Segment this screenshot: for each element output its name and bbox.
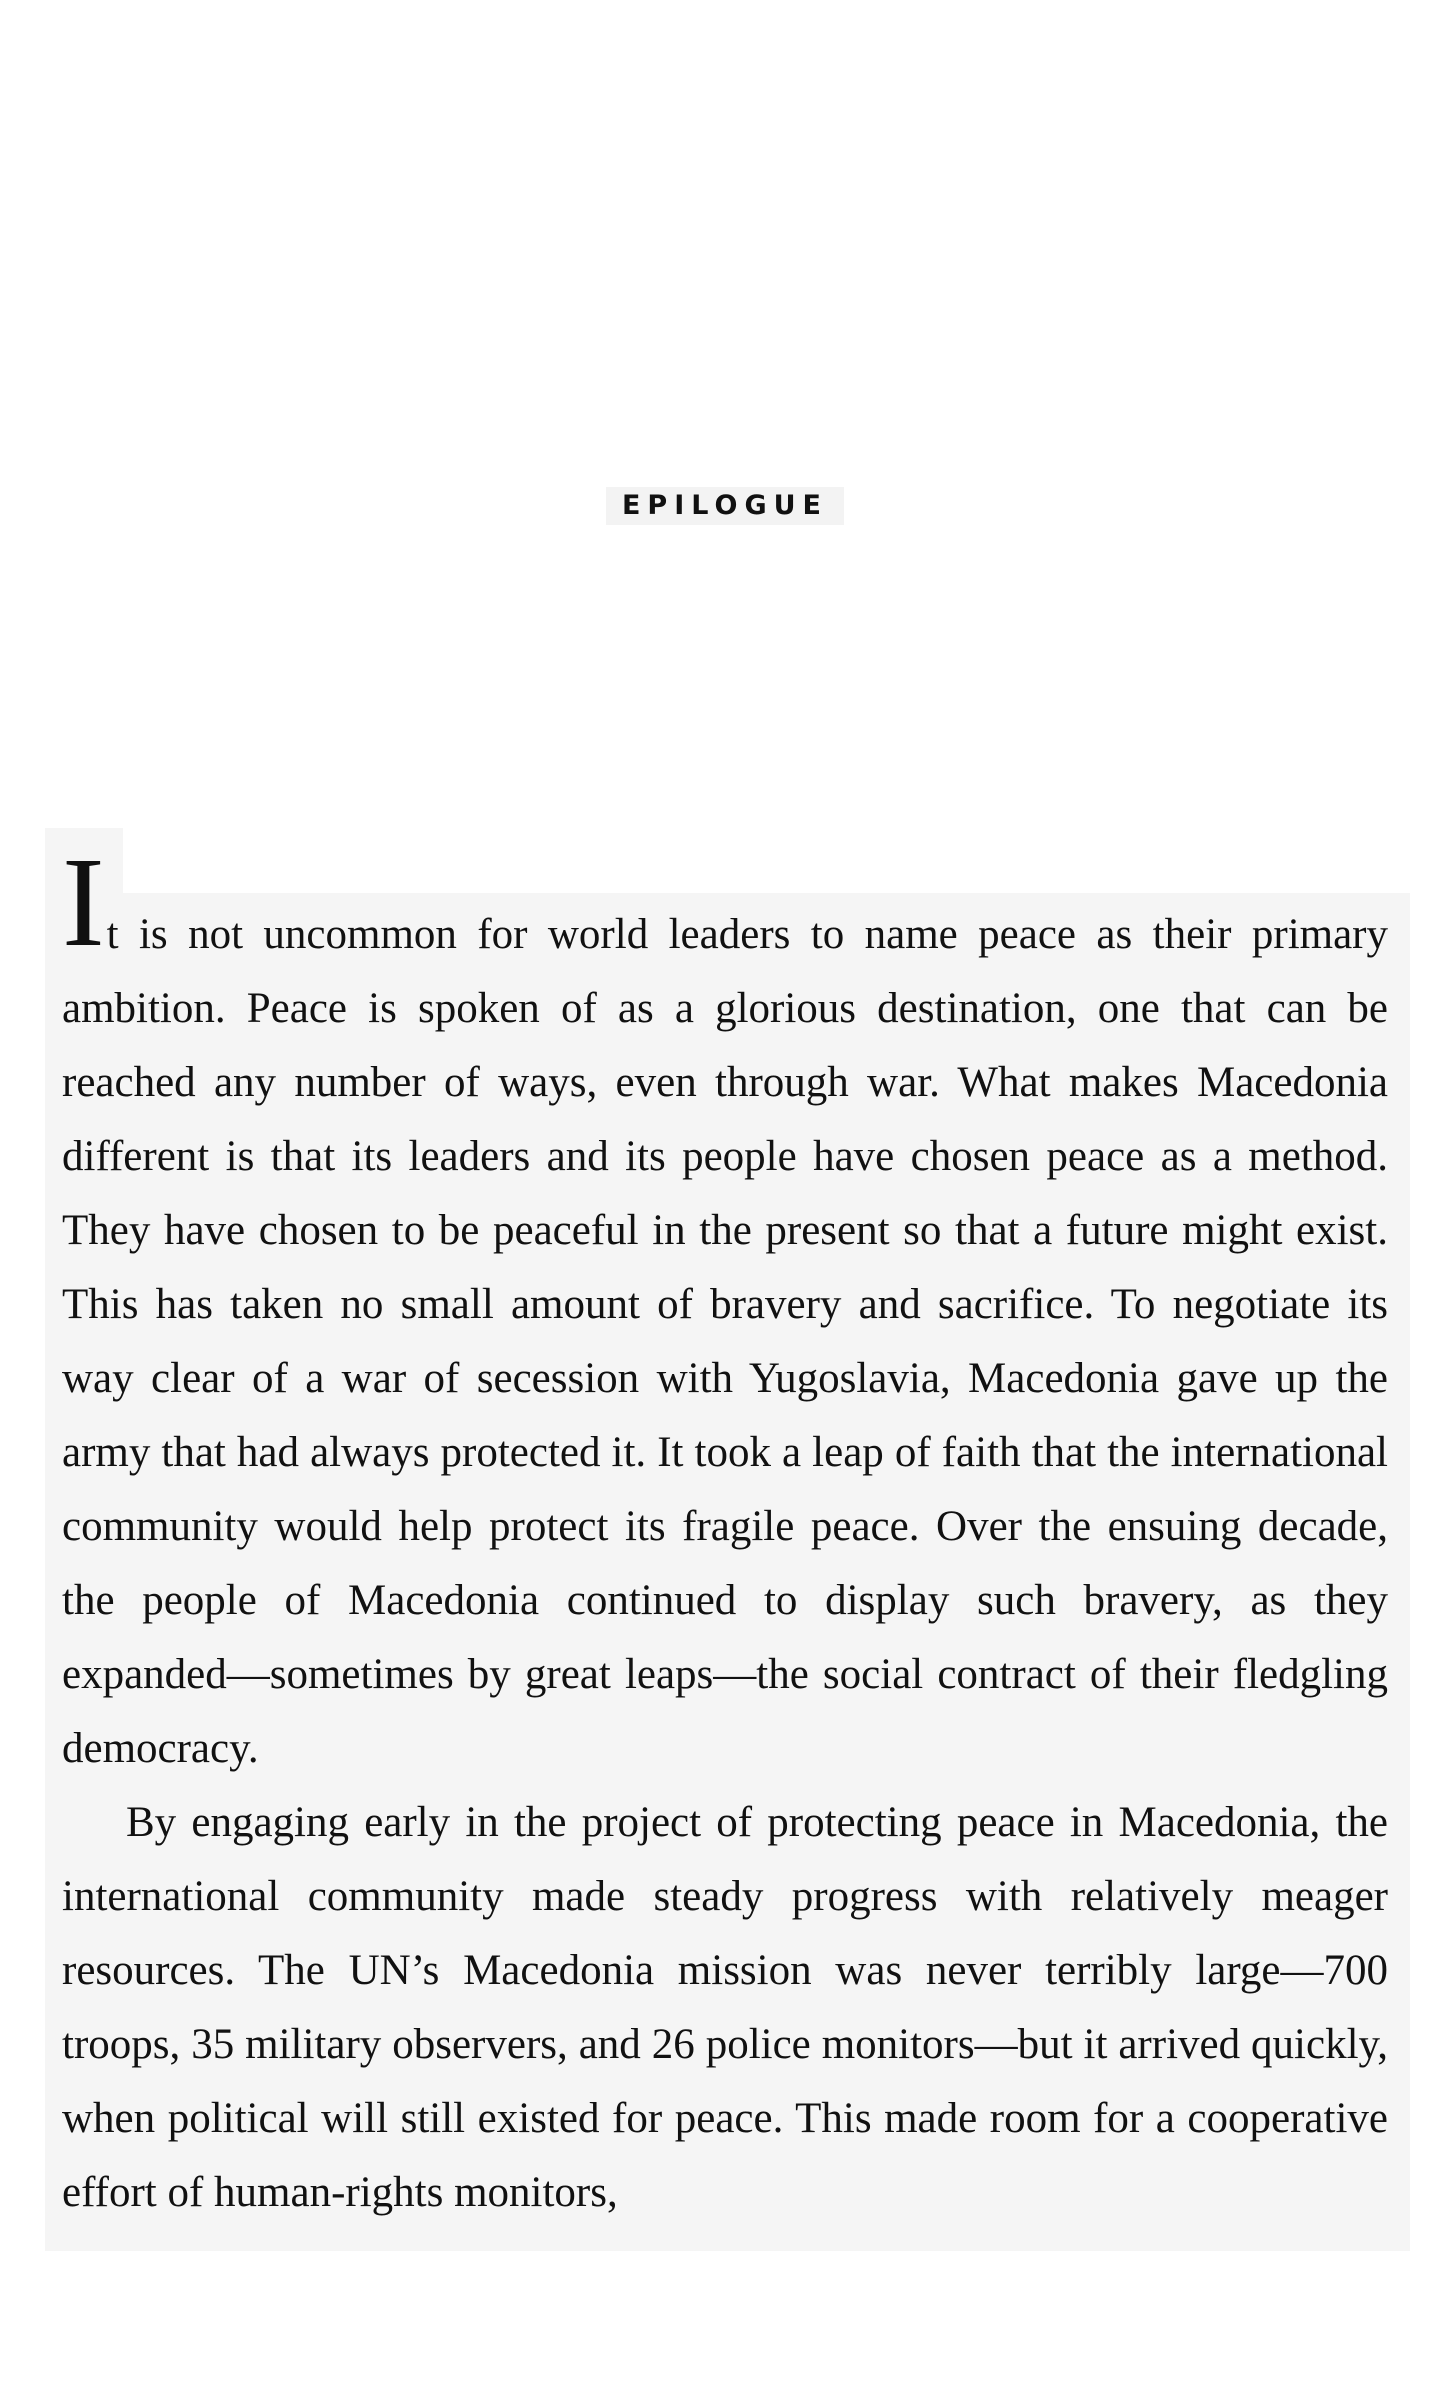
paragraph-1-text: t is not uncommon for world leaders to name peace as their primary ambition. Peace is spoken of as a glorious destination, one that can be reached any number of ways, even through war. What makes Macedonia different is that its leaders and its people have chosen peace as a method. They have chosen to be peaceful in the present so that a future might exist. This has taken no small amount of bravery and sacrifice. To negotiate its way clear of a war of secession with Yugoslavia, Macedonia gave up the army that had always protected it. It took a leap of faith that the international community would help protect its fragile peace. Over the ensuing decade, the people of Macedonia continued to display such bravery, as they expanded—sometimes by great leaps—the social contract of their fledgling democracy. <box>62 911 1388 1772</box>
body-text <box>62 831 1388 2230</box>
paragraph-2: By engaging early in the project of protecting peace in Macedonia, the international community made steady progress with relatively meager resources. The UN’s Macedonia mission was never terribly large—700 troops, 35 military observers, and 26 police monitors—but it arrived quickly, when political will still existed for peace. This made room for a cooperative effort of human-rights monitors, <box>62 1799 1388 2216</box>
paragraph-1 <box>62 831 1388 1786</box>
drop-initial: I <box>62 831 105 973</box>
chapter-heading: EPILOGUE <box>606 487 844 525</box>
